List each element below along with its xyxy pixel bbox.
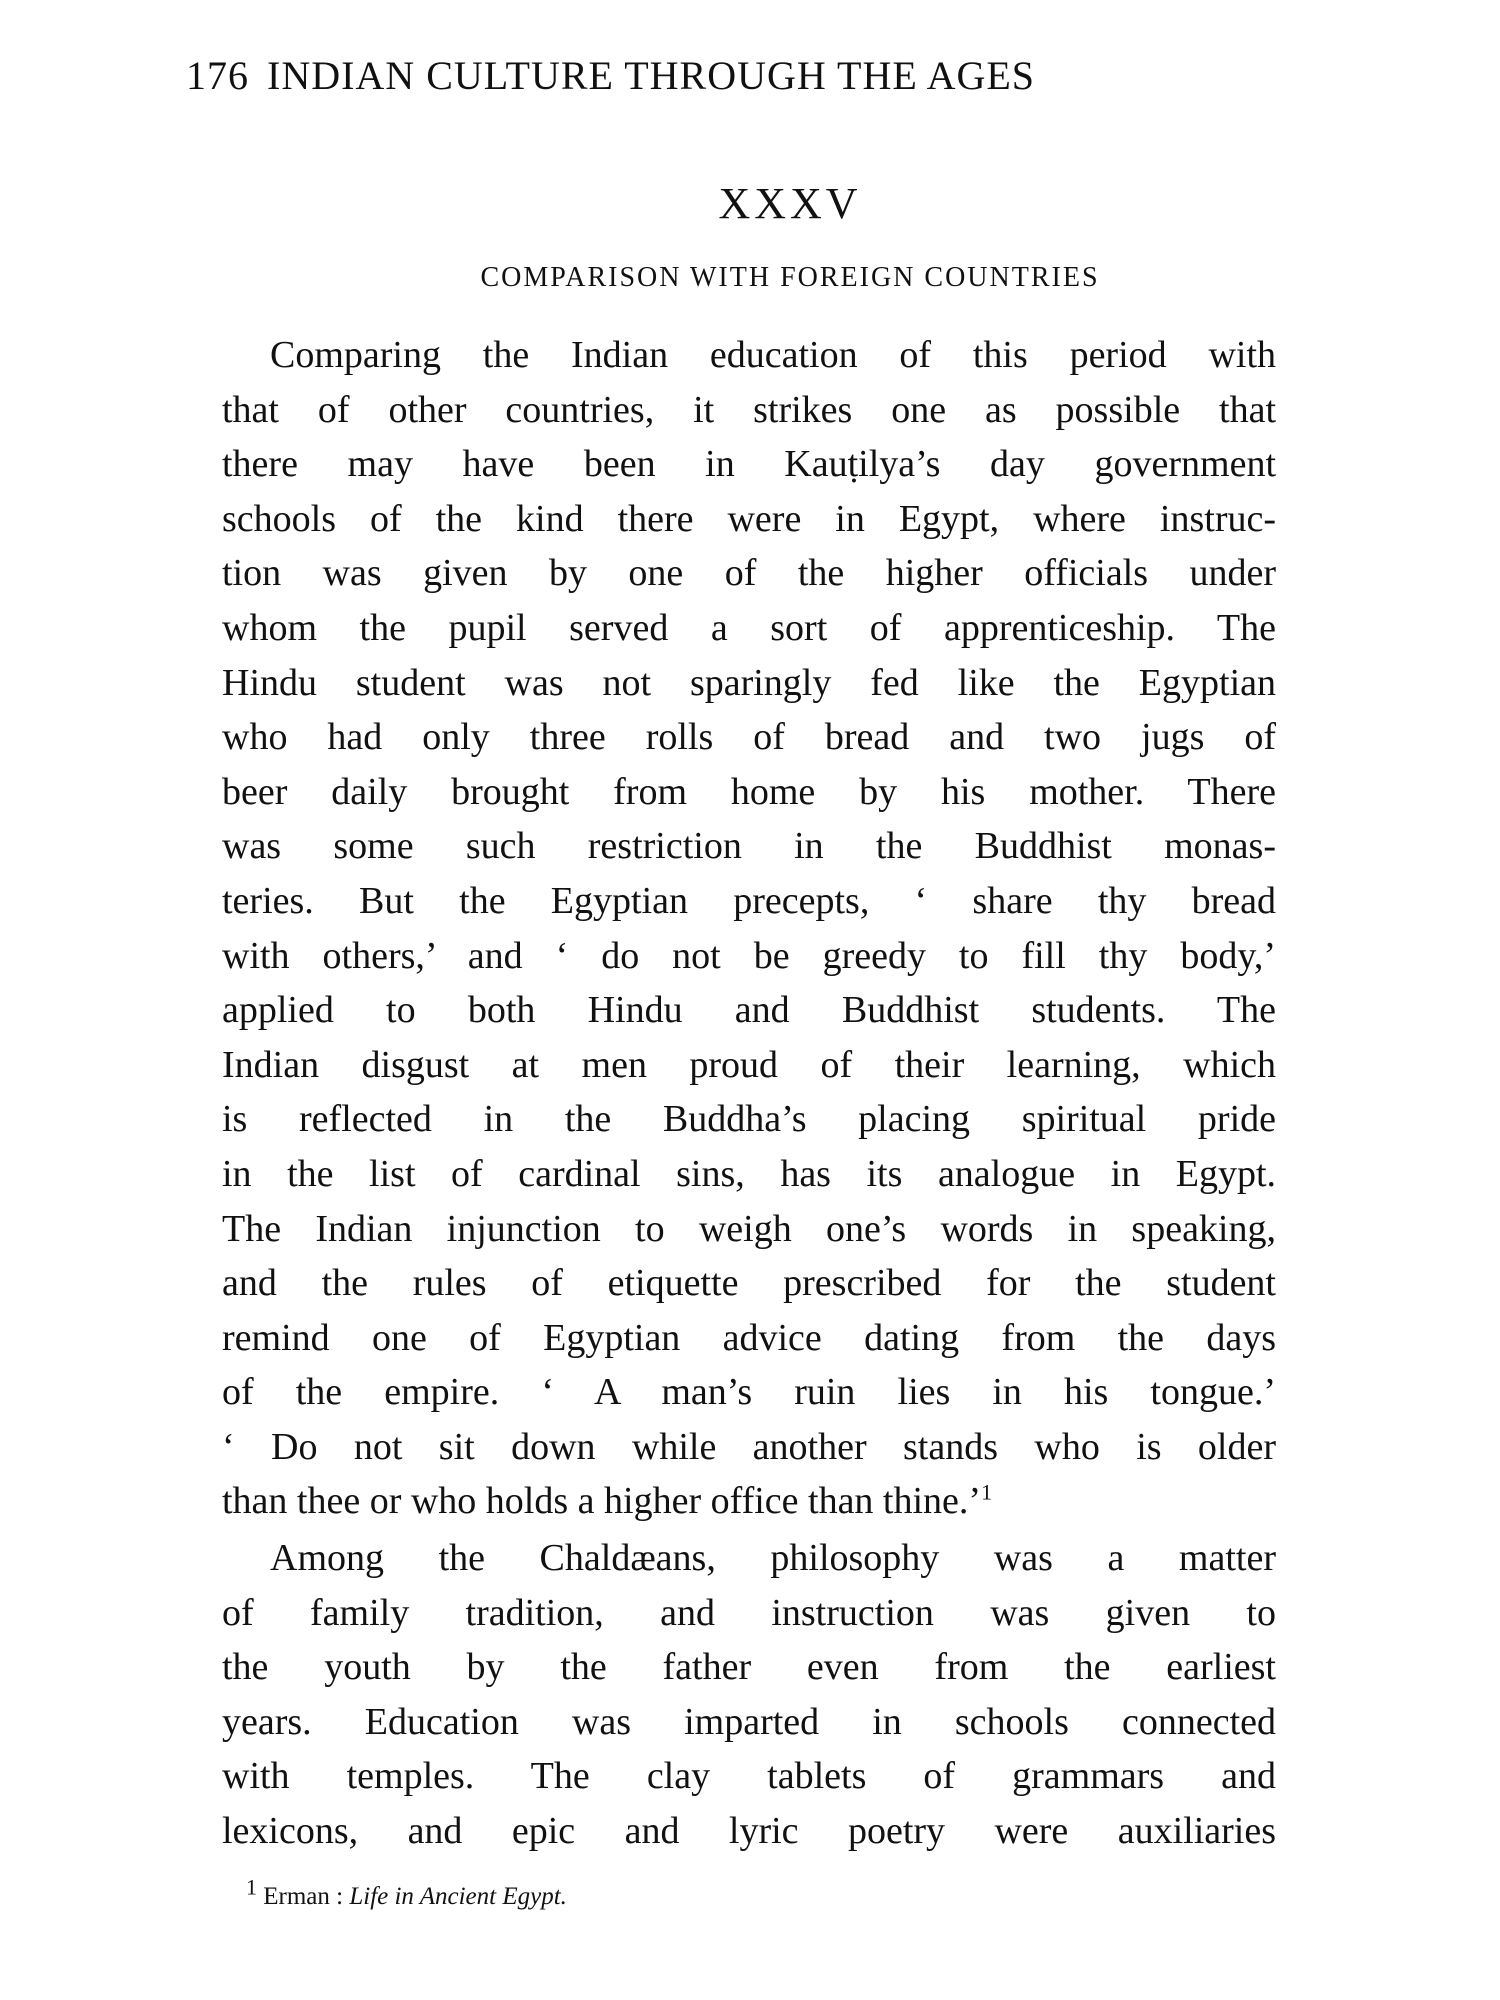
text-line: in the list of cardinal sins, has its analogue in Egypt. — [222, 1152, 1276, 1195]
footnote-marker: 1 — [246, 1874, 257, 1900]
text-line: that of other countries, it strikes one as possible that — [222, 388, 1276, 431]
chapter-number: XXXV — [718, 179, 862, 228]
text-line: lexicons, and epic and lyric poetry were auxiliaries — [222, 1810, 1276, 1853]
book-title: INDIAN CULTURE THROUGH THE AGES — [267, 53, 1036, 98]
text-line: tion was given by one of the higher officials under — [222, 552, 1276, 595]
text-line: with temples. The clay tablets of grammars and — [222, 1755, 1276, 1798]
page-number: 176 — [186, 53, 249, 98]
text-line: was some such restriction in the Buddhist monas- — [222, 825, 1276, 868]
text-line: The Indian injunction to weigh one’s words in speaking, — [222, 1207, 1276, 1250]
text-line: of the empire. ‘ A man’s ruin lies in his tongue.’ — [222, 1371, 1276, 1414]
text-line: Among the Chaldæans, philosophy was a matter — [270, 1537, 1276, 1580]
text-line: applied to both Hindu and Buddhist students. The — [222, 989, 1276, 1032]
text-line: schools of the kind there were in Egypt, where instruc- — [222, 497, 1276, 540]
chapter-title: COMPARISON WITH FOREIGN COUNTRIES — [480, 262, 1100, 293]
text-line: ‘ Do not sit down while another stands who is older — [222, 1425, 1276, 1468]
text-line-content: than thee or who holds a higher office than thine.’ — [222, 1480, 982, 1523]
text-line: there may have been in Kauṭilya’s day government — [222, 443, 1276, 486]
text-line: who had only three rolls of bread and two jugs of — [222, 716, 1276, 759]
text-line: remind one of Egyptian advice dating from the days — [222, 1316, 1276, 1359]
text-line: the youth by the father even from the earliest — [222, 1646, 1276, 1689]
footnote-author: Erman : — [263, 1883, 344, 1910]
text-line: and the rules of etiquette prescribed for the student — [222, 1262, 1276, 1305]
text-line: whom the pupil served a sort of apprenticeship. The — [222, 606, 1276, 649]
text-line: Hindu student was not sparingly fed like the Egyptian — [222, 661, 1276, 704]
text-line: Comparing the Indian education of this period with — [270, 334, 1276, 376]
text-line: Indian disgust at men proud of their learning, which — [222, 1043, 1276, 1086]
footnote-reference: 1 — [981, 1479, 993, 1505]
text-line: with others,’ and ‘ do not be greedy to fill thy body,’ — [222, 934, 1276, 977]
text-line: beer daily brought from home by his mother. There — [222, 770, 1276, 813]
running-head — [186, 52, 1186, 99]
body-text — [222, 328, 1276, 1859]
text-line: of family tradition, and instruction was given to — [222, 1591, 1276, 1634]
text-line: is reflected in the Buddha’s placing spiritual pride — [222, 1098, 1276, 1141]
text-line: years. Education was imparted in schools connected — [222, 1700, 1276, 1743]
text-line — [222, 1474, 1276, 1529]
text-line: teries. But the Egyptian precepts, ‘ share thy bread — [222, 879, 1276, 922]
footnote — [246, 1874, 567, 1911]
footnote-work-title: Life in Ancient Egypt. — [349, 1883, 567, 1910]
